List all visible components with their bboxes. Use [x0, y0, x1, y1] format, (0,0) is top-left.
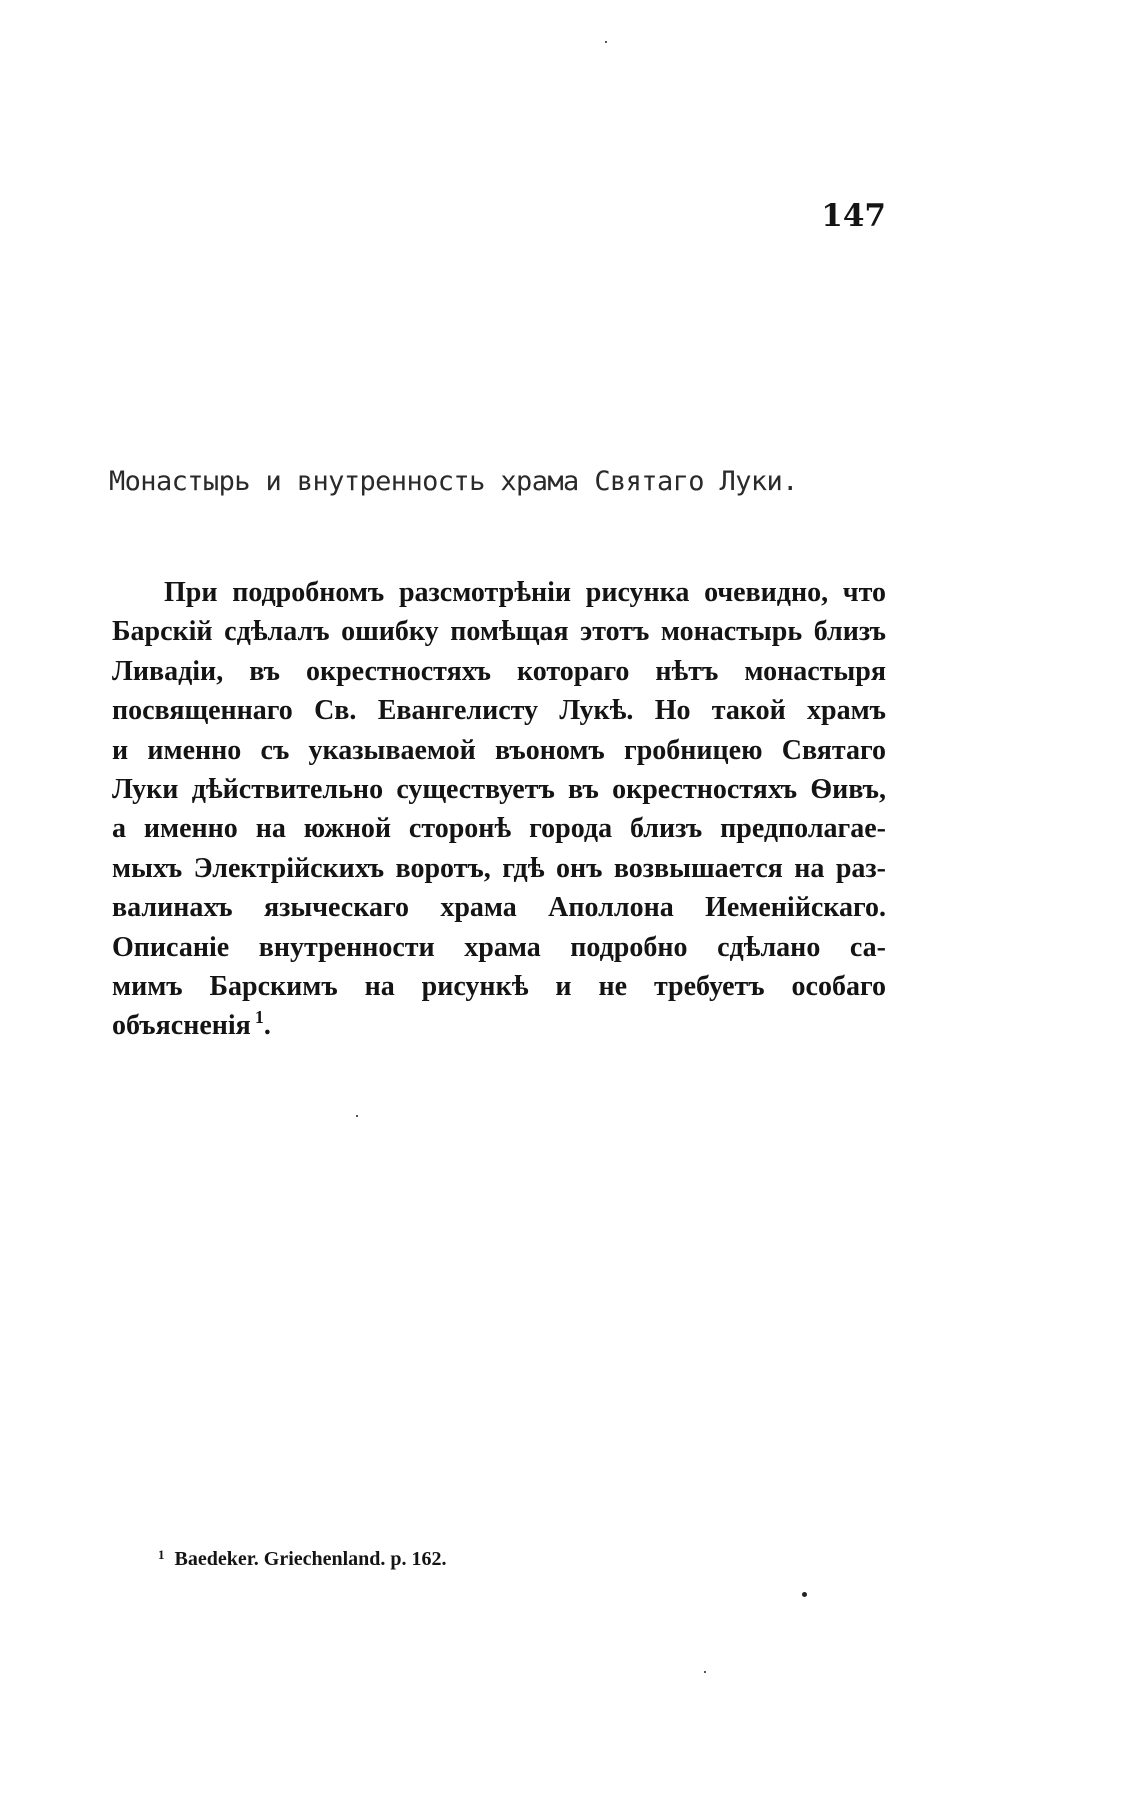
- section-heading: Монастырь и внутренность храма Святаго Луки.: [109, 466, 798, 497]
- paragraph-line: а именно на южной сторонѣ города близъ предполагае-: [112, 813, 886, 845]
- paragraph-line: При подробномъ разсмотрѣніи рисунка очевидно, что: [164, 577, 886, 608]
- paragraph-line: валинахъ языческаго храма Аполлона Иеменійскаго.: [112, 892, 886, 924]
- footnote-text: Baedeker. Griechenland. p. 162.: [174, 1548, 447, 1570]
- footnote-number: 1: [158, 1547, 165, 1562]
- paragraph-line: Ливадіи, въ окрестностяхъ котораго нѣтъ монастыря: [112, 655, 886, 687]
- scan-speck: [605, 41, 607, 43]
- footnote-reference: 1: [254, 1007, 264, 1028]
- body-paragraph: [112, 573, 886, 1046]
- paragraph-line: посвященнаго Св. Евангелисту Лукѣ. Но такой храмъ: [112, 695, 886, 727]
- paragraph-line: Барскій сдѣлалъ ошибку помѣщая этотъ монастырь близъ: [112, 616, 886, 648]
- scan-speck: [356, 1115, 358, 1117]
- paragraph-line: мыхъ Электрійскихъ воротъ, гдѣ онъ возвышается на раз-: [112, 852, 886, 884]
- paragraph-line: мимъ Барскимъ на рисункѣ и не требуетъ особаго: [112, 970, 886, 1002]
- page-number: 147: [821, 198, 886, 234]
- paragraph-line-text: объясненія: [112, 1010, 251, 1042]
- paragraph-line: Луки дѣйствительно существуетъ въ окрестностяхъ Ѳивъ,: [112, 773, 886, 805]
- scan-speck: [704, 1671, 706, 1673]
- paragraph-last-line: [112, 1006, 886, 1045]
- paragraph-line: и именно съ указываемой въономъ гробницею Святаго: [112, 734, 886, 766]
- footnote: [158, 1546, 447, 1574]
- paragraph-end-punctuation: .: [263, 1010, 271, 1042]
- scan-speck: [802, 1592, 807, 1597]
- paragraph-line: Описаніе внутренности храма подробно сдѣлано са-: [112, 931, 886, 963]
